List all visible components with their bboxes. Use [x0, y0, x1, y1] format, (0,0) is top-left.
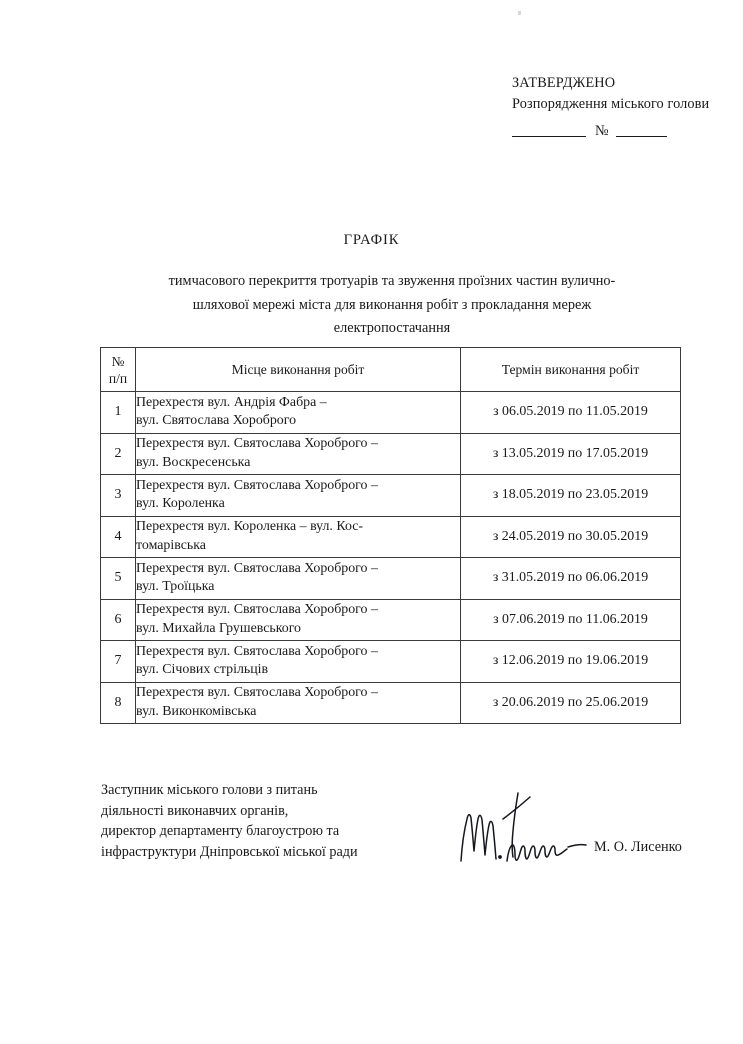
table-header-row	[101, 348, 681, 392]
table-row	[101, 516, 681, 558]
schedule-table	[100, 347, 681, 724]
row-place-line1: Перехрестя вул. Святослава Хороброго –	[136, 436, 378, 452]
signatory-role-block	[101, 780, 358, 862]
approval-date-blank-rule	[512, 136, 586, 137]
approval-block	[512, 73, 712, 137]
approval-line-3: міського голови	[611, 95, 710, 112]
column-header-place: Місце виконання робіт	[136, 348, 461, 392]
row-term: з 12.06.2019 по 19.06.2019	[461, 641, 681, 683]
row-number: 2	[101, 433, 136, 475]
row-place-line1: Перехрестя вул. Андрія Фабра –	[136, 394, 327, 410]
row-place	[136, 641, 461, 683]
subtitle-line-3: електропостачання	[333, 320, 451, 336]
document-title: ГРАФІК	[343, 232, 400, 248]
row-place	[136, 558, 461, 600]
row-place	[136, 599, 461, 641]
table-row	[101, 599, 681, 641]
row-place-line2: вул. Короленка	[136, 496, 225, 512]
table-row	[101, 682, 681, 724]
numero-symbol: №	[595, 123, 609, 139]
row-number: 1	[101, 392, 136, 434]
column-header-number-line1: №	[111, 353, 125, 369]
row-number: 7	[101, 641, 136, 683]
row-term: з 24.05.2019 по 30.05.2019	[461, 516, 681, 558]
row-number: 3	[101, 475, 136, 517]
row-place-line2: вул. Михайла Грушевського	[136, 620, 301, 636]
handwritten-signature-icon	[455, 789, 591, 871]
row-term: з 31.05.2019 по 06.06.2019	[461, 558, 681, 600]
signatory-role-line-4: інфраструктури Дніпровської міської ради	[101, 843, 358, 860]
signatory-role-line-3: директор департаменту благоустрою та	[101, 823, 340, 839]
table-row	[101, 433, 681, 475]
table-row	[101, 475, 681, 517]
table-row	[101, 392, 681, 434]
row-place-line2: вул. Воскресенська	[136, 454, 251, 470]
row-number: 6	[101, 599, 136, 641]
document-subtitle	[104, 270, 680, 341]
table-header	[101, 348, 681, 392]
row-place	[136, 516, 461, 558]
row-place-line1: Перехрестя вул. Святослава Хороброго –	[136, 643, 378, 659]
row-place	[136, 433, 461, 475]
row-place	[136, 682, 461, 724]
signatory-role-line-1: Заступник міського голови з питань	[101, 782, 318, 798]
row-term: з 07.06.2019 по 11.06.2019	[461, 599, 681, 641]
scan-artifact-speck	[518, 11, 521, 15]
row-place-line1: Перехрестя вул. Святослава Хороброго –	[136, 560, 378, 576]
row-place	[136, 475, 461, 517]
row-term: з 20.06.2019 по 25.06.2019	[461, 682, 681, 724]
row-term: з 06.05.2019 по 11.05.2019	[461, 392, 681, 434]
column-header-term: Термін виконання робіт	[461, 348, 681, 392]
row-place-line1: Перехрестя вул. Святослава Хороброго –	[136, 602, 378, 618]
row-place-line1: Перехрестя вул. Святослава Хороброго –	[136, 477, 378, 493]
row-place-line1: Перехрестя вул. Короленка – вул. Кос-	[136, 519, 364, 535]
row-place-line2: вул. Січових стрільців	[136, 662, 269, 678]
subtitle-line-1: тимчасового перекриття тротуарів та звуження проїзних частин вулично-	[168, 273, 616, 289]
row-place-line2: вул. Троїцька	[136, 579, 215, 595]
column-header-number	[101, 348, 136, 392]
row-place-line2: томарівська	[136, 537, 206, 553]
row-term: з 13.05.2019 по 17.05.2019	[461, 433, 681, 475]
column-header-number-line2: п/п	[108, 370, 128, 386]
approval-number-line	[512, 123, 712, 137]
approval-line-2: Розпорядження	[512, 95, 608, 112]
row-place-line2: вул. Виконкомівська	[136, 703, 257, 719]
table-row	[101, 641, 681, 683]
row-number: 8	[101, 682, 136, 724]
row-number: 5	[101, 558, 136, 600]
row-number: 4	[101, 516, 136, 558]
approval-line-1: ЗАТВЕРДЖЕНО	[512, 75, 616, 91]
approval-number-blank-rule	[616, 136, 667, 137]
row-place	[136, 392, 461, 434]
row-place-line2: вул. Святослава Хороброго	[136, 413, 297, 429]
row-place-line1: Перехрестя вул. Святослава Хороброго –	[136, 685, 378, 701]
table-body	[101, 392, 681, 724]
table-row	[101, 558, 681, 600]
subtitle-line-2: шляхової мережі міста для виконання робіт з прокладання мереж	[192, 296, 592, 313]
signatory-name: М. О. Лисенко	[594, 839, 682, 855]
signatory-role-line-2: діяльності виконавчих органів,	[101, 802, 289, 819]
row-term: з 18.05.2019 по 23.05.2019	[461, 475, 681, 517]
